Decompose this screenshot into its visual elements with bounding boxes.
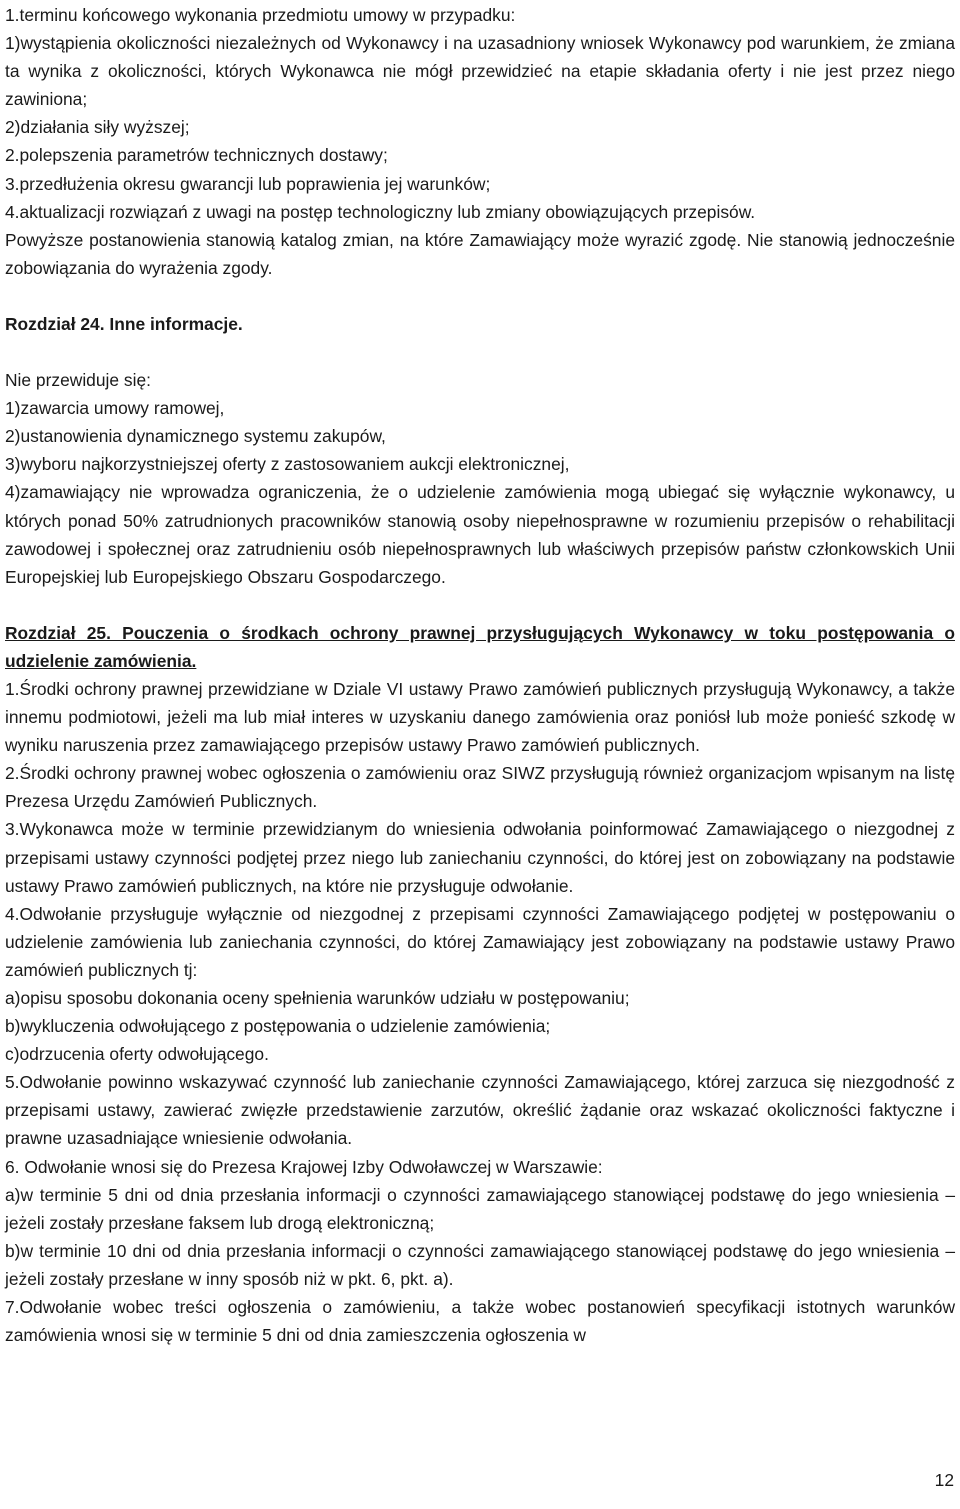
paragraph: 1.terminu końcowego wykonania przedmiotu umowy w przypadku: xyxy=(5,5,516,25)
paragraph: 4.Odwołanie przysługuje wyłącznie od niezgodnej z przepisami czynności Zamawiającego podjętej w postępowaniu o udzielenie zamówienia lub zaniechania czynności, do której Zamawiający jest zobowiązany na podstawie ustawy Prawo zamówień publicznych tj: xyxy=(5,903,955,980)
list-item: a)opisu sposobu dokonania oceny spełnienia warunków udziału w postępowaniu; xyxy=(5,988,630,1008)
list-item: 1)zawarcia umowy ramowej, xyxy=(5,398,225,419)
paragraph: 2)działania siły wyższej; xyxy=(5,117,190,138)
paragraph: 2.polepszenia parametrów technicznych dostawy; xyxy=(5,145,388,166)
list-item: a)w terminie 5 dni od dnia przesłania informacji o czynności zamawiającego stanowiącej podstawę do jego wniesienia – jeżeli zostały przesłane faksem lub drogą elektroniczną; xyxy=(5,1184,955,1233)
spacer xyxy=(5,591,955,619)
list-item: 4)zamawiający nie wprowadza ograniczenia, że o udzielenie zamówienia mogą ubiegać się wyłącznie wykonawcy, u których ponad 50% zatrudnionych pracowników stanowią osoby niepełnosprawne w rozumieniu przepisów o rehabilitacji zawodowej i społecznej oraz zatrudnieniu osób niepełnosprawnych lub właściwych przepisów państw członkowskich Unii Europejskiej lub Europejskiego Obszaru Gospodarczego. xyxy=(5,482,955,587)
paragraph: 4.aktualizacji rozwiązań z uwagi na postęp technologiczny lub zmiany obowiązujących przepisów. xyxy=(5,201,756,222)
paragraph: 3.przedłużenia okresu gwarancji lub poprawienia jej warunków; xyxy=(5,173,491,194)
page-number: 12 xyxy=(934,1470,954,1490)
paragraph: 1)wystąpienia okoliczności niezależnych od Wykonawcy i na uzasadniony wniosek Wykonawcy pod warunkiem, że zmiana ta wynika z okoliczności, których Wykonawca nie mógł przewidzieć na etapie składania oferty i nie jest przez niego zawiniona; xyxy=(5,33,955,110)
list-item: b)wykluczenia odwołującego z postępowania o udzielenie zamówienia; xyxy=(5,1016,551,1037)
paragraph: Nie przewiduje się: xyxy=(5,370,151,391)
spacer xyxy=(5,338,955,366)
paragraph: Powyższe postanowienia stanowią katalog zmian, na które Zamawiający może wyrazić zgodę. Nie stanowią jednocześnie zobowiązania do wyrażenia zgody. xyxy=(5,229,955,278)
list-item: 3)wyboru najkorzystniejszej oferty z zastosowaniem aukcji elektronicznej, xyxy=(5,454,570,475)
paragraph: 1.Środki ochrony prawnej przewidziane w Dziale VI ustawy Prawo zamówień publicznych przysługują Wykonawcy, a także innemu podmiotowi, jeżeli ma lub miał interes w uzyskaniu danego zamówienia oraz poniósł lub może ponieść szkodę w wyniku naruszenia przez zamawiającego przepisów ustawy Prawo zamówień publicznych. xyxy=(5,678,955,756)
paragraph: 2.Środki ochrony prawnej wobec ogłoszenia o zamówieniu oraz SIWZ przysługują również organizacjom wpisanym na listę Prezesa Urzędu Zamówień Publicznych. xyxy=(5,763,955,812)
list-item: c)odrzucenia oferty odwołującego. xyxy=(5,1044,269,1065)
paragraph: 3.Wykonawca może w terminie przewidzianym do wniesienia odwołania poinformować Zamawiającego o niezgodnej z przepisami ustawy czynności podjętej przez niego lub zaniechaniu czynności, do której jest on zobowiązany na podstawie ustawy Prawo zamówień publicznych, na które nie przysługuje odwołanie. xyxy=(5,819,955,896)
spacer xyxy=(5,282,955,310)
paragraph: 7.Odwołanie wobec treści ogłoszenia o zamówieniu, a także wobec postanowień specyfikacji istotnych warunków zamówienia wnosi się w terminie 5 dni od dnia zamieszczenia ogłoszenia w xyxy=(5,1297,955,1346)
list-item: b)w terminie 10 dni od dnia przesłania informacji o czynności zamawiającego stanowiącej podstawę do jego wniesienia – jeżeli zostały przesłane w inny sposób niż w pkt. 6, pkt. a). xyxy=(5,1240,955,1289)
paragraph: 6. Odwołanie wnosi się do Prezesa Krajowej Izby Odwoławczej w Warszawie: xyxy=(5,1156,603,1177)
section-heading-24: Rozdział 24. Inne informacje. xyxy=(5,313,243,334)
paragraph: 5.Odwołanie powinno wskazywać czynność lub zaniechanie czynności Zamawiającego, której zarzuca się niezgodność z przepisami ustawy, zawierać zwięzłe przedstawienie zarzutów, określić żądanie oraz wskazać okoliczności faktyczne i prawne uzasadniające wniesienie odwołania. xyxy=(5,1072,955,1149)
list-item: 2)ustanowienia dynamicznego systemu zakupów, xyxy=(5,426,386,447)
section-heading-25: Rozdział 25. Pouczenia o środkach ochrony prawnej przysługujących Wykonawcy w toku postępowania o udzielenie zamówienia. xyxy=(5,622,955,671)
